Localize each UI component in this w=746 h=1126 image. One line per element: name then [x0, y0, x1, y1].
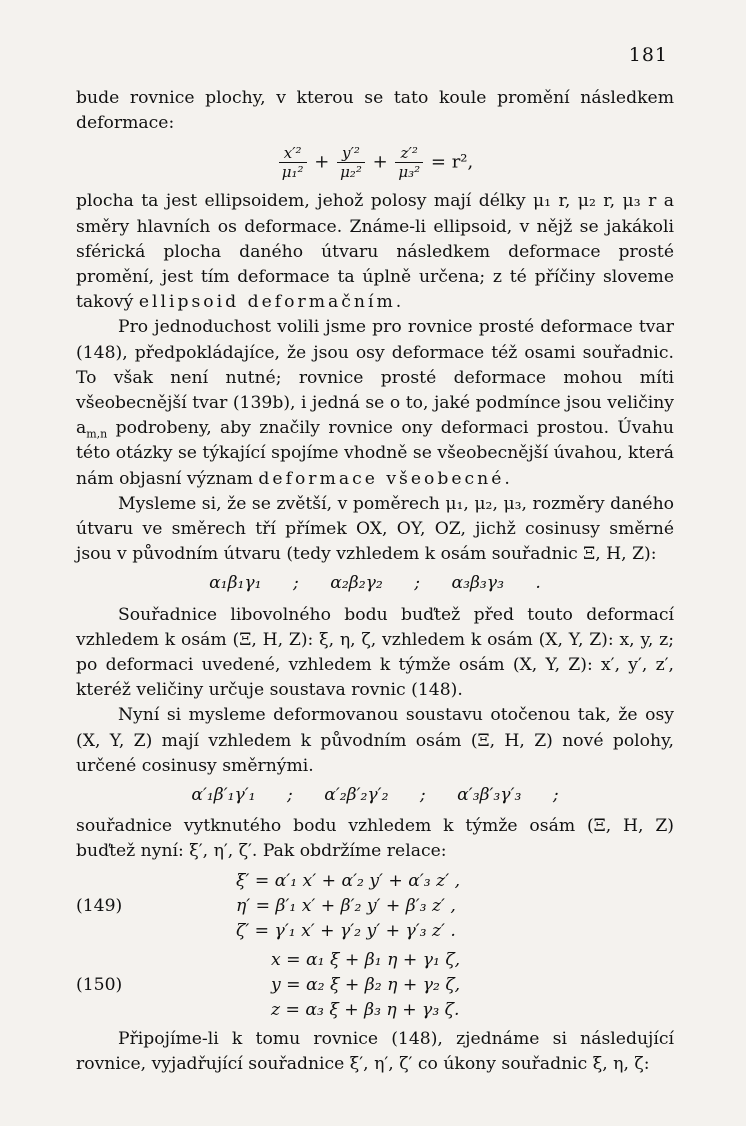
spaced-term: ellipsoid deformačním. — [138, 292, 405, 313]
fraction-x: $\frac{\text{x′²}}{\text{μ₁²}}$ — [279, 144, 307, 181]
paragraph-ellipsoid: plocha ta jest ellipsoidem, jehož polosy mají délky μ₁ r, μ₂ r, μ₃ r a směry hlavních os deformace. Známe-li ellipsoid, v nějž se jakákoli sférická plocha daného útvaru následkem deformace prosté promění, jest tím deformace ta úplně určena; z té příčiny sloveme takový ellipsoid deformačním. — [76, 191, 674, 313]
paragraph-simple-deformation: Pro jednoduchost volili jsme pro rovnice prosté deformace tvar (148), předpokládajíce, že jsou osy deformace též osami souřadnic. To však není nutné; rovnice prosté deformace mohou míti všeobecnější tvar (139b), i jedná se o to, jaké podmínce jsou veličiny $a_{m,n}$ podrobeny, aby značily rovnice ony deformaci prostou. Úvahu této otázky se týkající spojíme vhodně se všeobecnější úvahou, která nám objasní význam deformace všeobecné. — [76, 317, 674, 489]
equation-line: z = α₃ ξ + β₃ η + γ₃ ζ. — [271, 999, 460, 1020]
cosines-row: α₁β₁γ₁ ; α₂β₂γ₂ ; α₃β₃γ₃ . — [209, 573, 541, 594]
page-number: 181 — [628, 44, 668, 66]
equation-line: η′ = β′₁ x′ + β′₂ y′ + β′₃ z′ , — [236, 895, 456, 916]
equation-149 — [76, 869, 674, 944]
fraction-z: $\frac{\text{z′²}}{\text{μ₃²}}$ — [395, 144, 423, 181]
paragraph-coordinates: Souřadnice libovolného bodu buďtež před touto deformací vzhledem k osám (Ξ, H, Z): ξ, η, ζ, vzhledem k osám (X, Y, Z): x, y, z; po deformaci uvedené, vzhledem k týmže osám (X, Y, Z): x′, y′, z′, kteréž veličiny určuje soustava rovnic (148). — [76, 604, 674, 701]
paragraph-rotation: Nyní si mysleme deformovanou soustavu otočenou tak, že osy (X, Y, Z) mají vzhledem k původním osám (Ξ, H, Z) nové polohy, určené cosinusy směrnými. — [76, 705, 674, 776]
equation-rhs: = r², — [430, 151, 474, 173]
equation-line: x = α₁ ξ + β₁ η + γ₁ ζ, — [271, 949, 461, 970]
paragraph-intro: bude rovnice plochy, v kterou se tato koule promění následkem deformace: — [76, 88, 674, 134]
page-body — [76, 86, 674, 1077]
ellipsoid-equation: $\frac{\text{x′²}}{\text{μ₁²}}$ + $\frac{\text{y′²}}{\text{μ₂²}}$ + $\frac{\text{z′²}}{\text{μ₃²}}$ = r², — [76, 144, 674, 181]
paragraph-directions: Mysleme si, že se zvětší, v poměrech μ₁, μ₂, μ₃, rozměry daného útvaru ve směrech tří přímek OX, OY, OZ, jichž cosinusy směrné jsou v původním útvaru (tedy vzhledem k osám souřadnic Ξ, H, Z): — [76, 493, 674, 565]
spaced-term: deformace všeobecné. — [258, 468, 513, 489]
paragraph-closing: Připojíme-li k tomu rovnice (148), zjednáme si následující rovnice, vyjadřující souřadnice ξ′, η′, ζ′ co úkony souřadnic ξ, η, ζ: — [76, 1028, 674, 1074]
equation-label: (149) — [76, 895, 123, 916]
paragraph-relations: souřadnice vytknutého bodu vzhledem k týmže osám (Ξ, H, Z) buďtež nyní: ξ′, η′, ζ′. Pak obdržíme relace: — [76, 816, 674, 862]
equation-label: (150) — [76, 974, 123, 995]
equation-150 — [76, 948, 674, 1023]
cosines-row-primed: α′₁β′₁γ′₁ ; α′₂β′₂γ′₂ ; α′₃β′₃γ′₃ ; — [191, 785, 559, 806]
equation-line: ξ′ = α′₁ x′ + α′₂ y′ + α′₃ z′ , — [236, 870, 461, 891]
fraction-y: $\frac{\text{y′²}}{\text{μ₂²}}$ — [337, 144, 365, 181]
equation-line: ζ′ = γ′₁ x′ + γ′₂ y′ + γ′₃ z′ . — [236, 920, 456, 941]
equation-line: y = α₂ ξ + β₂ η + γ₂ ζ, — [271, 974, 461, 995]
